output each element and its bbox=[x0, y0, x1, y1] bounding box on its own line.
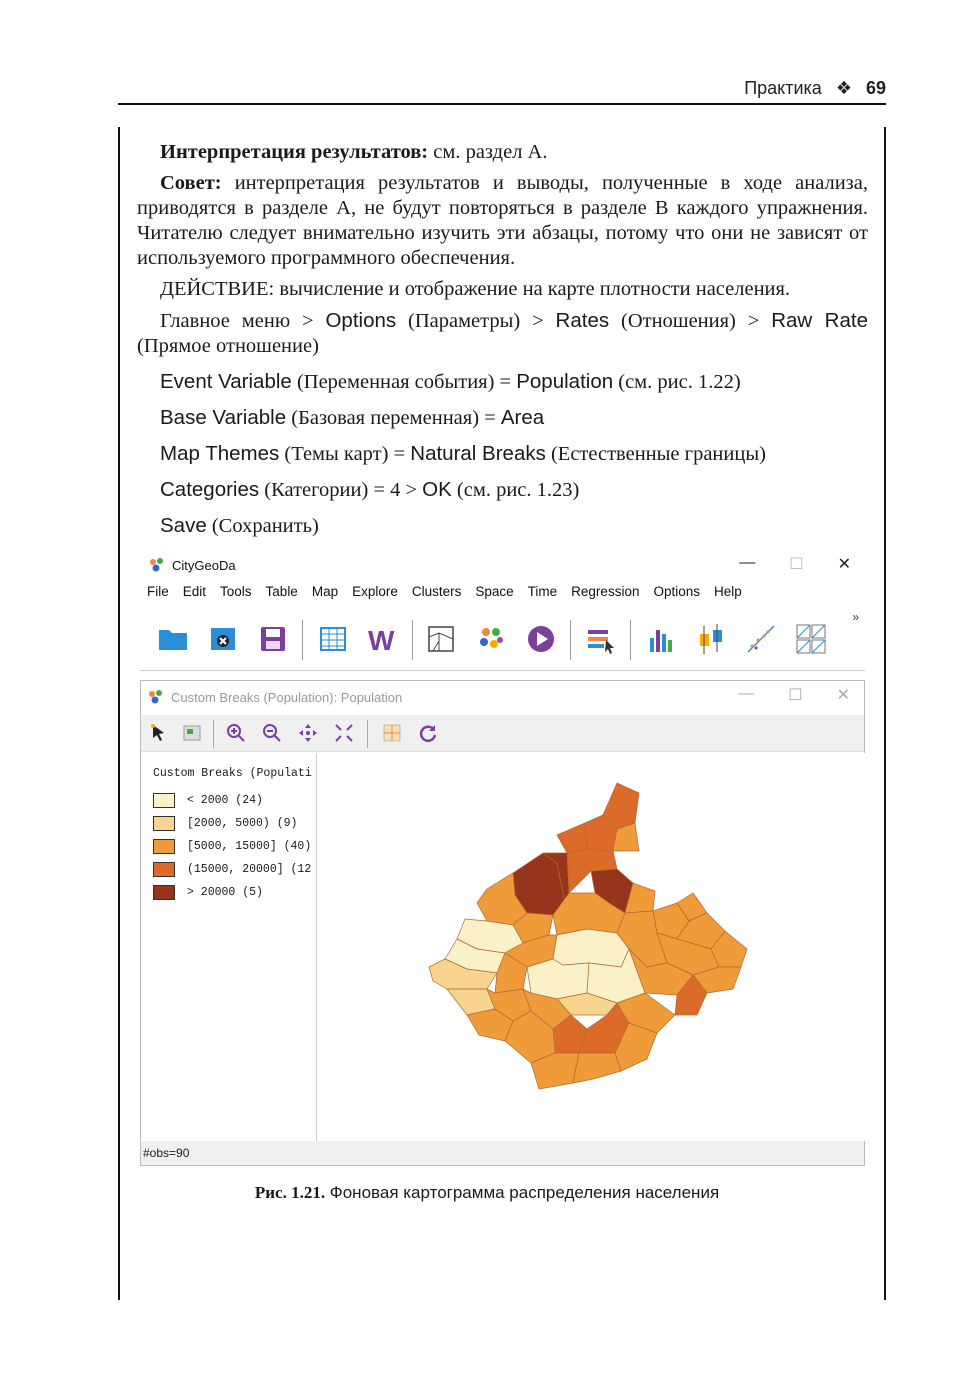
boxplot-icon[interactable] bbox=[694, 622, 728, 656]
toolbar-separator bbox=[213, 720, 214, 748]
menu-time[interactable]: Time bbox=[527, 584, 558, 599]
step-categories: Categories (Категории) = 4 > OK (см. рис. 1.23) bbox=[160, 478, 580, 501]
menu-help[interactable]: Help bbox=[714, 584, 742, 599]
menu-regression[interactable]: Regression bbox=[571, 584, 640, 599]
refresh-icon[interactable] bbox=[417, 722, 439, 744]
choropleth-map bbox=[317, 753, 865, 1141]
menu-space[interactable]: Space bbox=[475, 584, 514, 599]
app-title: CityGeoDa bbox=[172, 557, 236, 573]
weights-icon[interactable] bbox=[366, 622, 400, 656]
toolbar-separator bbox=[412, 620, 413, 660]
figure-caption bbox=[0, 1183, 974, 1203]
paragraph-tip: Совет: интерпретация результатов и выводы, полученные в ходе анализа, приводятся в разделе А, не будут повторяться в разделе В каждого упражнения. Читателю следует внимательно изучить эти абзацы, потому что они не зависят от используемого программного обеспечения. bbox=[137, 172, 868, 269]
basemap-icon[interactable] bbox=[381, 722, 403, 744]
pointer-select-icon[interactable] bbox=[147, 722, 169, 744]
legend-swatch bbox=[153, 816, 175, 831]
map-window-title: Custom Breaks (Population): Population bbox=[171, 689, 403, 705]
toolbar-separator bbox=[570, 620, 571, 660]
figure-screenshot bbox=[140, 548, 865, 1166]
map-region bbox=[573, 1053, 621, 1083]
running-header bbox=[118, 78, 886, 104]
page-number: 69 bbox=[865, 78, 886, 98]
minimize-button[interactable]: — bbox=[738, 685, 755, 702]
paragraph-action: ДЕЙСТВИЕ: вычисление и отображение на карте плотности населения. bbox=[160, 278, 791, 300]
close-button[interactable]: ✕ bbox=[836, 687, 850, 704]
legend-swatch bbox=[153, 862, 175, 877]
main-toolbar bbox=[140, 610, 865, 671]
menu-map[interactable]: Map bbox=[311, 584, 339, 599]
geoda-logo-icon bbox=[147, 689, 165, 705]
observation-count: #obs=90 bbox=[143, 1146, 190, 1160]
app-titlebar bbox=[140, 548, 865, 582]
menu-clusters[interactable]: Clusters bbox=[411, 584, 462, 599]
select-icon[interactable] bbox=[584, 622, 618, 656]
figure-number: Рис. 1.21. bbox=[254, 1183, 326, 1202]
fit-extent-icon[interactable] bbox=[333, 722, 355, 744]
save-icon[interactable] bbox=[256, 622, 290, 656]
toolbar-overflow-button[interactable]: » bbox=[852, 610, 859, 624]
step-map-themes: Map Themes (Темы карт) = Natural Breaks (Естественные границы) bbox=[160, 442, 766, 465]
right-margin-rule bbox=[884, 127, 886, 1300]
menu-explore[interactable]: Explore bbox=[352, 584, 398, 599]
svg-text:W: W bbox=[368, 625, 395, 656]
figure-caption-text: Фоновая картограмма распределения населения bbox=[325, 1183, 720, 1202]
zoom-out-icon[interactable] bbox=[261, 722, 283, 744]
map-region bbox=[553, 929, 629, 967]
close-button[interactable]: ✕ bbox=[837, 556, 851, 573]
legend-item[interactable]: (15000, 20000] (12 bbox=[153, 860, 311, 878]
legend-swatch bbox=[153, 839, 175, 854]
status-bar bbox=[141, 1141, 864, 1165]
minimize-button[interactable]: — bbox=[739, 554, 756, 571]
scatterplot-icon[interactable] bbox=[744, 622, 778, 656]
pan-icon[interactable] bbox=[297, 722, 319, 744]
map-icon[interactable] bbox=[424, 622, 458, 656]
paragraph-interpretation: Интерпретация результатов: см. раздел А. bbox=[160, 141, 548, 163]
menu-options[interactable]: Options bbox=[653, 584, 700, 599]
maximize-button[interactable]: ☐ bbox=[788, 687, 803, 704]
map-window-titlebar bbox=[141, 681, 864, 713]
toolbar-separator bbox=[302, 620, 303, 660]
menu-bar bbox=[140, 584, 865, 608]
clusters-icon[interactable] bbox=[474, 622, 508, 656]
open-folder-icon[interactable] bbox=[156, 622, 190, 656]
legend-title: Custom Breaks (Populati bbox=[153, 767, 312, 780]
legend-item[interactable]: [5000, 15000] (40) bbox=[153, 837, 311, 855]
toolbar-separator bbox=[367, 720, 368, 748]
map-legend bbox=[141, 753, 317, 1141]
choropleth-map-canvas[interactable] bbox=[317, 753, 865, 1141]
legend-item[interactable]: < 2000 (24) bbox=[153, 791, 263, 809]
paragraph-menu-path: Главное меню > Options (Параметры) > Rates (Отношения) > Raw Rate (Прямое отношение) bbox=[137, 309, 868, 357]
map-region bbox=[527, 959, 589, 999]
legend-item[interactable]: > 20000 (5) bbox=[153, 883, 263, 901]
map-region bbox=[557, 823, 587, 853]
play-icon[interactable] bbox=[524, 622, 558, 656]
map-toolbar bbox=[141, 715, 864, 752]
scatterplot-matrix-icon[interactable] bbox=[794, 622, 828, 656]
close-project-icon[interactable] bbox=[206, 622, 240, 656]
toolbar-separator bbox=[630, 620, 631, 660]
menu-file[interactable]: File bbox=[147, 584, 169, 599]
geoda-logo-icon bbox=[148, 557, 166, 573]
step-event-variable: Event Variable (Переменная события) = Population (см. рис. 1.22) bbox=[160, 370, 741, 393]
step-save: Save (Сохранить) bbox=[160, 514, 319, 537]
body-text bbox=[137, 140, 868, 545]
header-rule bbox=[118, 103, 886, 105]
table-icon[interactable] bbox=[316, 622, 350, 656]
legend-swatch bbox=[153, 793, 175, 808]
menu-table[interactable]: Table bbox=[265, 584, 298, 599]
map-window bbox=[140, 680, 865, 1166]
step-base-variable: Base Variable (Базовая переменная) = Area bbox=[160, 406, 545, 429]
left-margin-rule bbox=[118, 127, 120, 1300]
zoom-in-icon[interactable] bbox=[225, 722, 247, 744]
histogram-icon[interactable] bbox=[644, 622, 678, 656]
menu-edit[interactable]: Edit bbox=[182, 584, 207, 599]
section-title: Практика bbox=[744, 78, 822, 98]
separator-glyph: ❖ bbox=[835, 78, 852, 98]
menu-tools[interactable]: Tools bbox=[220, 584, 252, 599]
legend-item[interactable]: [2000, 5000) (9) bbox=[153, 814, 297, 832]
map-select-icon[interactable] bbox=[181, 722, 203, 744]
maximize-button[interactable]: ☐ bbox=[789, 556, 804, 573]
legend-swatch bbox=[153, 885, 175, 900]
